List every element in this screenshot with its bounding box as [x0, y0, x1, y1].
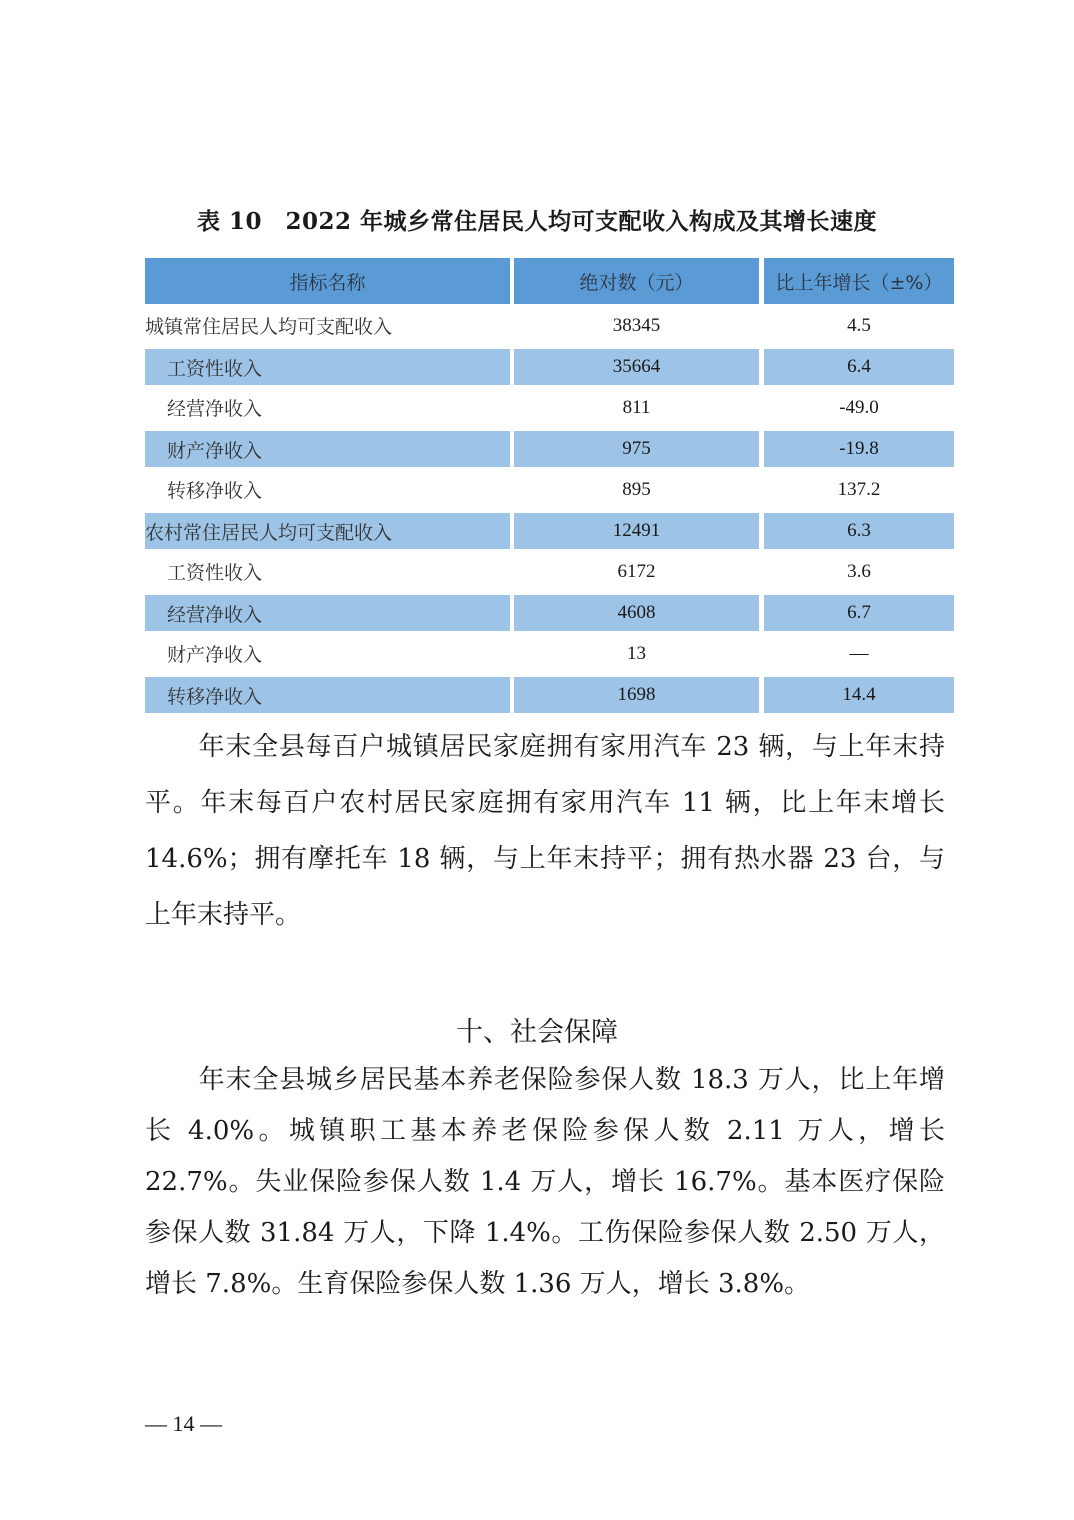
paragraph-social-security	[145, 1055, 945, 1310]
table-row	[145, 551, 955, 592]
table-row	[145, 510, 955, 551]
table-row	[145, 469, 955, 510]
row-name: 经营净收入	[145, 595, 510, 631]
table-header-row	[145, 258, 955, 305]
paragraph-vehicles	[145, 719, 945, 943]
row-growth: 14.4	[764, 677, 954, 713]
row-absolute: 13	[627, 642, 646, 664]
table-row	[145, 633, 955, 674]
row-absolute: 895	[622, 478, 651, 500]
row-absolute: 975	[514, 431, 759, 467]
table-row	[145, 305, 955, 346]
paragraph-text: 年末全县每百户城镇居民家庭拥有家用汽车 23 辆，与上年末持平。年末每百户农村居民家庭拥有家用汽车 11 辆，比上年末增长 14.6%；拥有摩托车 18 辆，与上年末持平；拥有热水器 23 台，与上年末持平。	[145, 732, 945, 930]
row-growth: 137.2	[837, 478, 881, 500]
row-growth: 4.5	[847, 314, 871, 336]
row-absolute: 12491	[514, 513, 759, 549]
row-name: 转移净收入	[145, 677, 510, 713]
row-growth: -19.8	[764, 431, 954, 467]
row-growth: 6.4	[764, 349, 954, 385]
table-row	[145, 428, 955, 469]
row-name: 转移净收入	[167, 480, 263, 502]
table-row	[145, 346, 955, 387]
row-name: 经营净收入	[167, 398, 263, 420]
row-absolute: 35664	[514, 349, 759, 385]
row-name: 城镇常住居民人均可支配收入	[145, 316, 393, 338]
table-row	[145, 674, 955, 715]
table-row	[145, 592, 955, 633]
row-growth: —	[849, 642, 869, 664]
row-absolute: 1698	[514, 677, 759, 713]
section-title: 十、社会保障	[456, 1017, 618, 1048]
table-row	[145, 387, 955, 428]
row-name: 工资性收入	[167, 562, 263, 584]
income-table	[145, 258, 955, 715]
row-absolute: 811	[622, 396, 651, 418]
row-name: 农村常住居民人均可支配收入	[145, 513, 510, 549]
row-growth: 6.7	[764, 595, 954, 631]
page-number: — 14 —	[145, 1411, 222, 1436]
row-growth: 6.3	[764, 513, 954, 549]
row-absolute: 38345	[612, 314, 661, 336]
paragraph-text: 年末全县城乡居民基本养老保险参保人数 18.3 万人，比上年增长 4.0%。城镇职工基本养老保险参保人数 2.11 万人，增长 22.7%。失业保险参保人数 1.4 万人，增长 16.7%。基本医疗保险参保人数 31.84 万人，下降 1.4%。工伤保险参保人数 2.50 万人，增长 7.8%。生育保险参保人数 1.36 万人，增长 3.8%。	[145, 1065, 945, 1299]
row-absolute: 6172	[617, 560, 656, 582]
row-name: 财产净收入	[167, 644, 263, 666]
row-growth: 3.6	[847, 560, 871, 582]
header-growth: 比上年增长（±%）	[764, 258, 954, 304]
table-caption: 表 10 2022 年城乡常住居民人均可支配收入构成及其增长速度	[196, 208, 878, 235]
header-indicator: 指标名称	[145, 258, 510, 304]
row-growth: -49.0	[839, 396, 879, 418]
row-name: 工资性收入	[145, 349, 510, 385]
header-absolute: 绝对数（元）	[514, 258, 759, 304]
row-name: 财产净收入	[145, 431, 510, 467]
row-absolute: 4608	[514, 595, 759, 631]
